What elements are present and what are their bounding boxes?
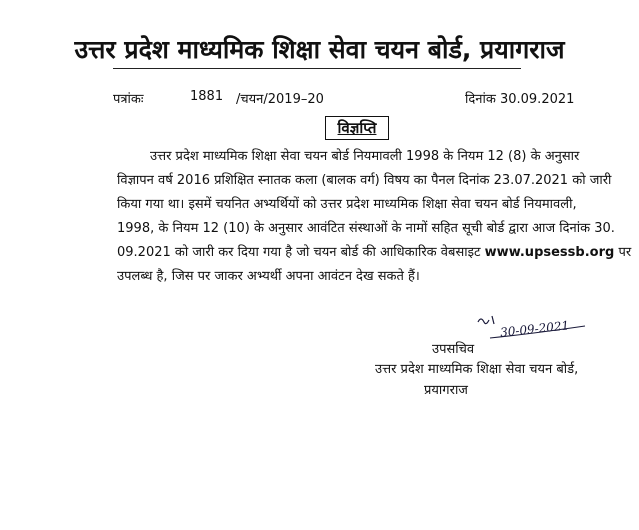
notice-heading-box [325, 116, 389, 140]
body-line-5-text: 09.2021 को जारी कर दिया गया है जो चयन बोर्ड की आधिकारिक वेबसाइट [117, 245, 481, 260]
reference-number: 1881 [190, 89, 224, 104]
body-line-6: उपलब्ध है, जिस पर जाकर अभ्यर्थी अपना आवंटन देख सकते हैं। [117, 269, 420, 284]
handwritten-date: 30-09-2021 [499, 318, 570, 340]
body-line-3: किया गया था। इसमें चयनित अभ्यर्थियों को उत्तर प्रदेश माध्यमिक शिक्षा सेवा चयन बोर्ड नियमावली, [117, 197, 577, 212]
body-line-5 [117, 242, 632, 260]
signatory-place: प्रयागराज [424, 383, 468, 398]
issue-date: दिनांक 30.09.2021 [465, 92, 575, 107]
body-line-1: उत्तर प्रदेश माध्यमिक शिक्षा सेवा चयन बोर्ड नियमावली 1998 के नियम 12 (8) के अनुसार [150, 149, 580, 164]
reference-row [0, 89, 639, 109]
title-underline [113, 68, 521, 69]
board-title: उत्तर प्रदेश माध्यमिक शिक्षा सेवा चयन बोर्ड, प्रयागराज [74, 35, 565, 64]
signatory-office: उत्तर प्रदेश माध्यमिक शिक्षा सेवा चयन बोर्ड, [375, 362, 579, 377]
notice-heading: विज्ञप्ति [337, 119, 377, 137]
reference-label: पत्रांकः [113, 92, 144, 107]
website-link[interactable]: www.upsessb.org [484, 245, 615, 260]
body-line-4: 1998, के नियम 12 (10) के अनुसार आवंटित संस्थाओं के नामों सहित सूची बोर्ड द्वारा आज दिनांक 30. [117, 221, 615, 236]
body-line-2: विज्ञापन वर्ष 2016 प्रशिक्षित स्नातक कला (बालक वर्ग) विषय का पैनल दिनांक 23.07.2021 को जारी [117, 173, 612, 188]
signatory-title: उपसचिव [432, 342, 475, 357]
reference-code: /चयन/2019–20 [236, 92, 324, 107]
body-line-5-tail: पर [618, 245, 632, 260]
